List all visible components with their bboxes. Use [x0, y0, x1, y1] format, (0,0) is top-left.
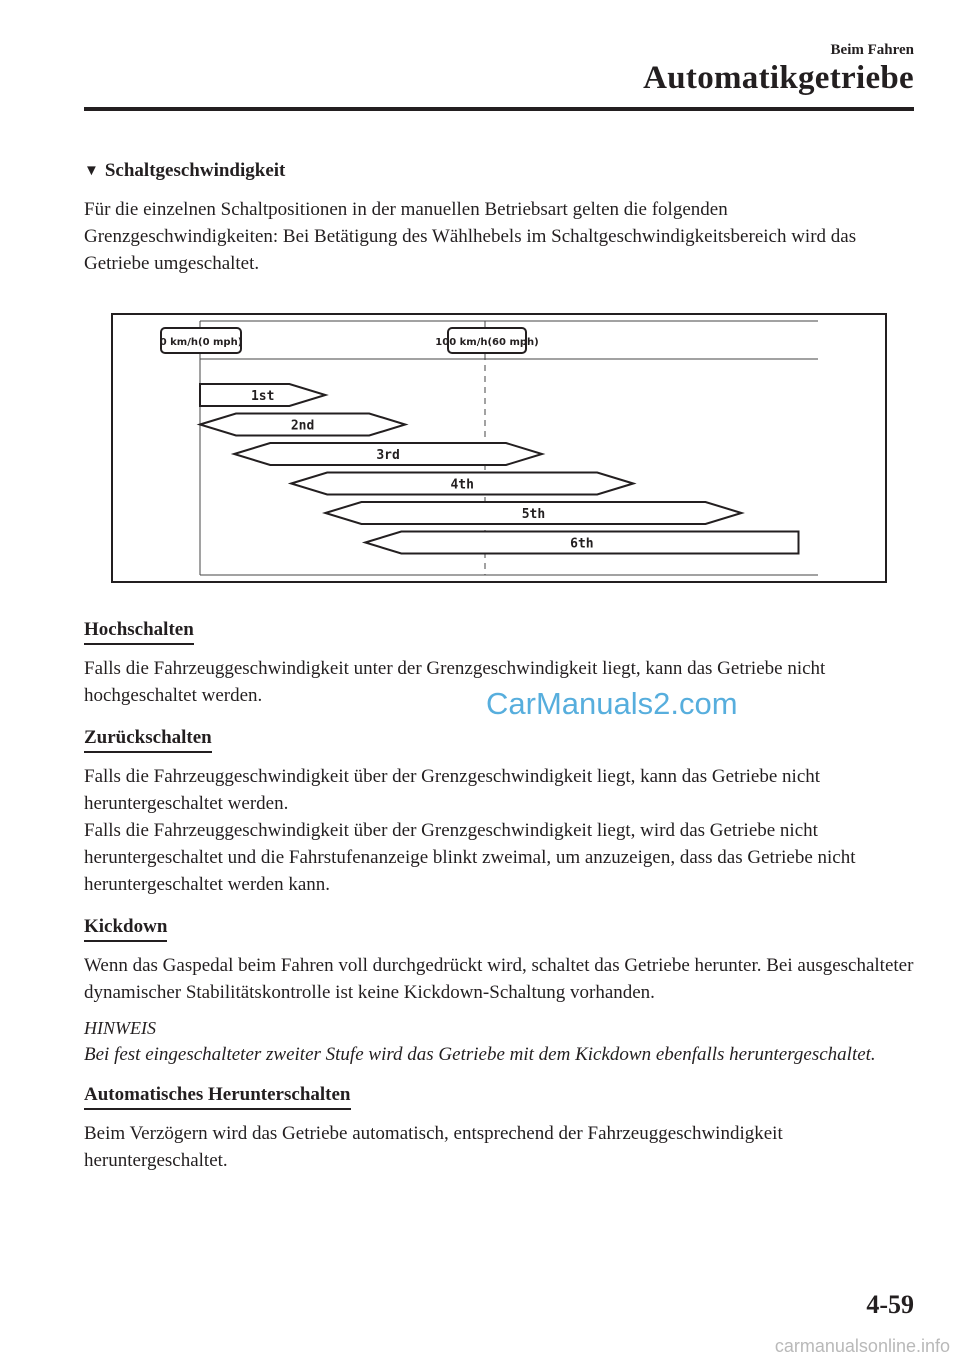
gear-label-4th: 4th — [450, 477, 474, 493]
header-section-name: Beim Fahren — [830, 42, 914, 58]
shift-speed-diagram-svg — [113, 315, 885, 581]
downshift-paragraph-1: Falls die Fahrzeuggeschwindigkeit über der Grenzgeschwindigkeit liegt, kann das Getriebe nicht heruntergeschaltet werden. — [84, 766, 821, 814]
shift-speed-diagram — [111, 313, 887, 583]
section-heading-text: Schaltgeschwindigkeit — [104, 160, 286, 181]
note-title: HINWEIS — [84, 1018, 156, 1038]
gear-label-2nd: 2nd — [290, 418, 315, 434]
gear-label-1st: 1st — [250, 389, 275, 404]
watermark: CarManuals2.com — [486, 686, 738, 721]
kickdown-heading: Kickdown — [84, 916, 167, 942]
kickdown-paragraph: Wenn das Gaspedal beim Fahren voll durchgedrückt wird, schaltet das Getriebe herunter. Bei ausgeschalteter dynamischer Stabilitätskontrolle ist keine Kickdown-Schaltung vorhanden. — [84, 955, 914, 1003]
note-block — [84, 1018, 914, 1068]
auto-downshift-heading: Automatisches Herunterschalten — [84, 1084, 351, 1110]
section-downshift — [84, 717, 914, 898]
upshift-paragraph: Falls die Fahrzeuggeschwindigkeit unter der Grenzgeschwindigkeit liegt, kann das Getriebe nicht hochgeschaltet werden. — [84, 658, 826, 706]
marker-hundred-label: 100 km/h(60 mph) — [435, 337, 539, 348]
page-number: 4-59 — [866, 1290, 914, 1319]
main-content — [84, 160, 914, 1182]
intro-paragraph: Für die einzelnen Schaltpositionen in der manuellen Betriebsart gelten die folgenden Grenzgeschwindigkeiten: Bei Betätigung des Wählhebels im Schaltgeschwindigkeitsbereich wird das Getriebe umgeschaltet. — [84, 199, 857, 274]
header-rule — [84, 107, 914, 111]
gear-label-6th: 6th — [570, 536, 594, 552]
upshift-heading: Hochschalten — [84, 619, 194, 645]
section-auto-downshift — [84, 1074, 914, 1174]
downshift-heading: Zurückschalten — [84, 727, 212, 753]
gear-label-5th: 5th — [521, 507, 546, 522]
auto-downshift-paragraph: Beim Verzögern wird das Getriebe automatisch, entsprechend der Fahrzeuggeschwindigkeit heruntergeschaltet. — [84, 1123, 783, 1171]
triangle-down-icon: ▼ — [84, 162, 99, 179]
gear-label-3rd: 3rd — [376, 448, 400, 463]
downshift-paragraph-2: Falls die Fahrzeuggeschwindigkeit über der Grenzgeschwindigkeit liegt, wird das Getriebe nicht heruntergeschaltet und die Fahrstufenanzeige blinkt zweimal, um anzuzeigen, dass das Getriebe nicht heruntergeschaltet werden kann. — [84, 820, 856, 895]
marker-zero-label: 0 km/h(0 mph) — [159, 337, 243, 348]
section-kickdown — [84, 906, 914, 1006]
page-title: Automatikgetriebe — [643, 60, 914, 96]
note-text: Bei fest eingeschalteter zweiter Stufe wird das Getriebe mit dem Kickdown ebenfalls heruntergeschaltet. — [84, 1044, 876, 1065]
section-heading — [84, 160, 914, 182]
footer-site-link[interactable]: carmanualsonline.info — [774, 1336, 950, 1356]
